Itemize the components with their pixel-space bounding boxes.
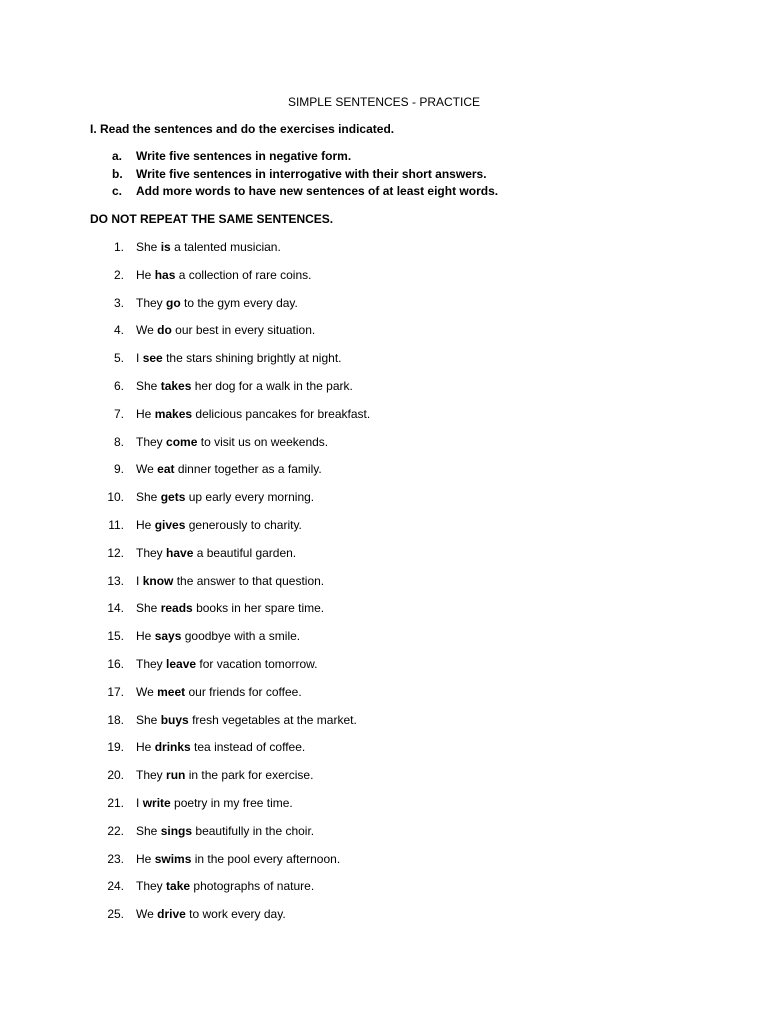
sentence-verb: reads <box>160 601 193 616</box>
sentence-subject: He <box>136 740 152 755</box>
sentence-number: 16. <box>107 656 124 671</box>
sentence-subject: She <box>136 823 158 838</box>
sentence-verb: see <box>142 351 163 366</box>
sentence-subject: They <box>136 434 163 449</box>
sentence-text <box>136 906 286 922</box>
sentence-number: 8. <box>113 434 124 449</box>
sentence-text <box>136 517 302 533</box>
sentence-subject: We <box>136 684 154 699</box>
sentence-text <box>136 795 293 811</box>
sentence-rest: a talented musician. <box>174 240 281 254</box>
sentence-verb: meet <box>157 684 186 699</box>
sentence-rest: in the pool every afternoon. <box>194 851 341 866</box>
sentence-text <box>136 267 311 283</box>
sentence-text <box>136 350 342 366</box>
sentence-text <box>136 545 296 561</box>
sentence-text <box>136 823 314 839</box>
sentence-number: 6. <box>113 378 124 393</box>
sentence-number: 4. <box>113 323 124 338</box>
sentence-number: 10. <box>107 490 124 505</box>
task-marker: b. <box>112 166 123 181</box>
sentence-subject: I <box>136 795 140 810</box>
sentence-number: 9. <box>113 462 124 477</box>
sentence-verb: swims <box>154 851 192 866</box>
sentence-subject: She <box>136 240 158 254</box>
sentence-rest: fresh vegetables at the market. <box>192 712 357 727</box>
sentence-number: 17. <box>107 684 124 699</box>
sentence-number: 19. <box>107 740 124 755</box>
sentence-subject: They <box>136 295 163 310</box>
task-list <box>112 148 498 201</box>
sentence-text <box>136 739 305 755</box>
sentence-subject: He <box>136 851 152 866</box>
task-text: Write five sentences in interrogative with their short answers. <box>136 166 487 181</box>
sentence-subject: He <box>136 406 152 421</box>
sentence-number: 1. <box>113 240 124 254</box>
sentence-verb: do <box>157 323 172 338</box>
task-item <box>112 166 498 184</box>
sentence-verb: gets <box>160 490 186 505</box>
sentence-verb: know <box>142 573 174 588</box>
sentence-subject: She <box>136 378 158 393</box>
sentence-subject: She <box>136 490 158 505</box>
sentence-subject: She <box>136 712 158 727</box>
sentence-subject: They <box>136 545 163 560</box>
warning-note: DO NOT REPEAT THE SAME SENTENCES. <box>90 212 334 226</box>
sentence-text <box>136 489 314 505</box>
sentence-subject: He <box>136 629 152 644</box>
sentence-rest: goodbye with a smile. <box>184 629 301 644</box>
sentence-verb: drinks <box>154 740 191 755</box>
sentence-verb: have <box>166 545 194 560</box>
sentence-number: 18. <box>107 712 124 727</box>
task-marker: c. <box>112 184 123 198</box>
sentence-number: 24. <box>107 879 124 894</box>
sentence-rest: for vacation tomorrow. <box>199 656 318 671</box>
sentence-text <box>136 600 324 616</box>
sentence-verb: go <box>166 295 181 310</box>
task-marker: a. <box>112 149 123 163</box>
sentence-number: 15. <box>107 629 124 644</box>
instruction-heading: I. Read the sentences and do the exercises indicated. <box>90 122 395 136</box>
sentence-text <box>136 461 322 477</box>
sentence-verb: says <box>154 629 182 644</box>
sentence-text <box>136 239 281 255</box>
sentence-text <box>136 628 300 644</box>
sentence-text <box>136 851 340 867</box>
sentence-rest: her dog for a walk in the park. <box>194 378 353 393</box>
sentence-verb: buys <box>160 712 189 727</box>
sentence-rest: to visit us on weekends. <box>200 434 329 449</box>
sentence-verb: drive <box>157 907 186 922</box>
sentence-rest: in the park for exercise. <box>188 768 314 783</box>
sentence-rest: our best in every situation. <box>175 323 316 338</box>
sentence-subject: He <box>136 517 152 532</box>
sentence-text <box>136 878 314 894</box>
sentence-number: 11. <box>108 517 124 532</box>
sentence-subject: He <box>136 267 152 282</box>
sentence-rest: the answer to that question. <box>176 573 325 588</box>
sentence-text <box>136 767 313 783</box>
sentence-number: 13. <box>107 573 124 588</box>
sentence-number: 23. <box>107 851 124 866</box>
sentence-text <box>136 712 357 728</box>
sentence-rest: our friends for coffee. <box>188 684 302 699</box>
task-text: Add more words to have new sentences of at least eight words. <box>136 184 499 198</box>
sentence-rest: dinner together as a family. <box>177 462 322 477</box>
sentence-rest: to the gym every day. <box>184 295 298 310</box>
sentence-subject: We <box>136 323 154 338</box>
sentence-number: 21. <box>107 795 124 810</box>
sentence-verb: eat <box>157 462 175 477</box>
sentence-verb: makes <box>154 406 193 421</box>
sentence-subject: They <box>136 656 163 671</box>
sentence-rest: poetry in my free time. <box>174 795 293 810</box>
task-item <box>112 148 498 166</box>
sentence-verb: take <box>166 879 191 894</box>
sentence-text <box>136 406 370 422</box>
sentence-verb: come <box>166 434 198 449</box>
sentence-rest: a beautiful garden. <box>196 545 297 560</box>
sentence-verb: write <box>142 795 171 810</box>
sentence-text <box>136 434 328 450</box>
sentence-rest: a collection of rare coins. <box>178 267 312 282</box>
sentence-verb: takes <box>160 378 192 393</box>
sentence-number: 7. <box>113 406 124 421</box>
sentence-rest: generously to charity. <box>188 517 302 532</box>
sentence-number: 5. <box>113 351 124 366</box>
sentence-verb: gives <box>154 517 186 532</box>
sentence-number: 25. <box>107 907 124 922</box>
sentence-rest: tea instead of coffee. <box>194 740 306 755</box>
sentence-number: 22. <box>107 823 124 838</box>
sentence-text <box>136 322 315 338</box>
sentence-number: 3. <box>113 295 124 310</box>
sentence-verb: is <box>160 240 171 254</box>
sentence-subject: They <box>136 768 163 783</box>
sentence-subject: They <box>136 879 163 894</box>
sentence-rest: photographs of nature. <box>193 879 315 894</box>
page-title: SIMPLE SENTENCES - PRACTICE <box>287 95 481 109</box>
sentence-verb: sings <box>160 823 193 838</box>
sentence-rest: books in her spare time. <box>196 601 325 616</box>
sentence-rest: to work every day. <box>189 907 286 922</box>
sentence-subject: We <box>136 907 154 922</box>
sentence-number: 14. <box>107 601 124 616</box>
sentence-rest: beautifully in the choir. <box>195 823 315 838</box>
sentence-rest: the stars shining brightly at night. <box>166 351 342 366</box>
sentence-number: 20. <box>107 768 124 783</box>
sentence-rest: up early every morning. <box>188 490 315 505</box>
task-item <box>112 183 498 201</box>
sentence-verb: leave <box>166 656 197 671</box>
sentence-subject: We <box>136 462 154 477</box>
sentence-subject: I <box>136 573 140 588</box>
sentence-number: 12. <box>107 545 124 560</box>
sentence-subject: I <box>136 351 140 366</box>
sentence-text <box>136 573 324 589</box>
sentence-text <box>136 684 302 700</box>
sentence-text <box>136 656 317 672</box>
sentence-text <box>136 378 353 394</box>
task-text: Write five sentences in negative form. <box>136 149 352 163</box>
sentence-rest: delicious pancakes for breakfast. <box>195 406 371 421</box>
sentence-number: 2. <box>113 267 124 282</box>
sentence-text <box>136 295 298 311</box>
sentence-subject: She <box>136 601 158 616</box>
sentence-verb: run <box>166 768 186 783</box>
sentence-verb: has <box>154 267 176 282</box>
